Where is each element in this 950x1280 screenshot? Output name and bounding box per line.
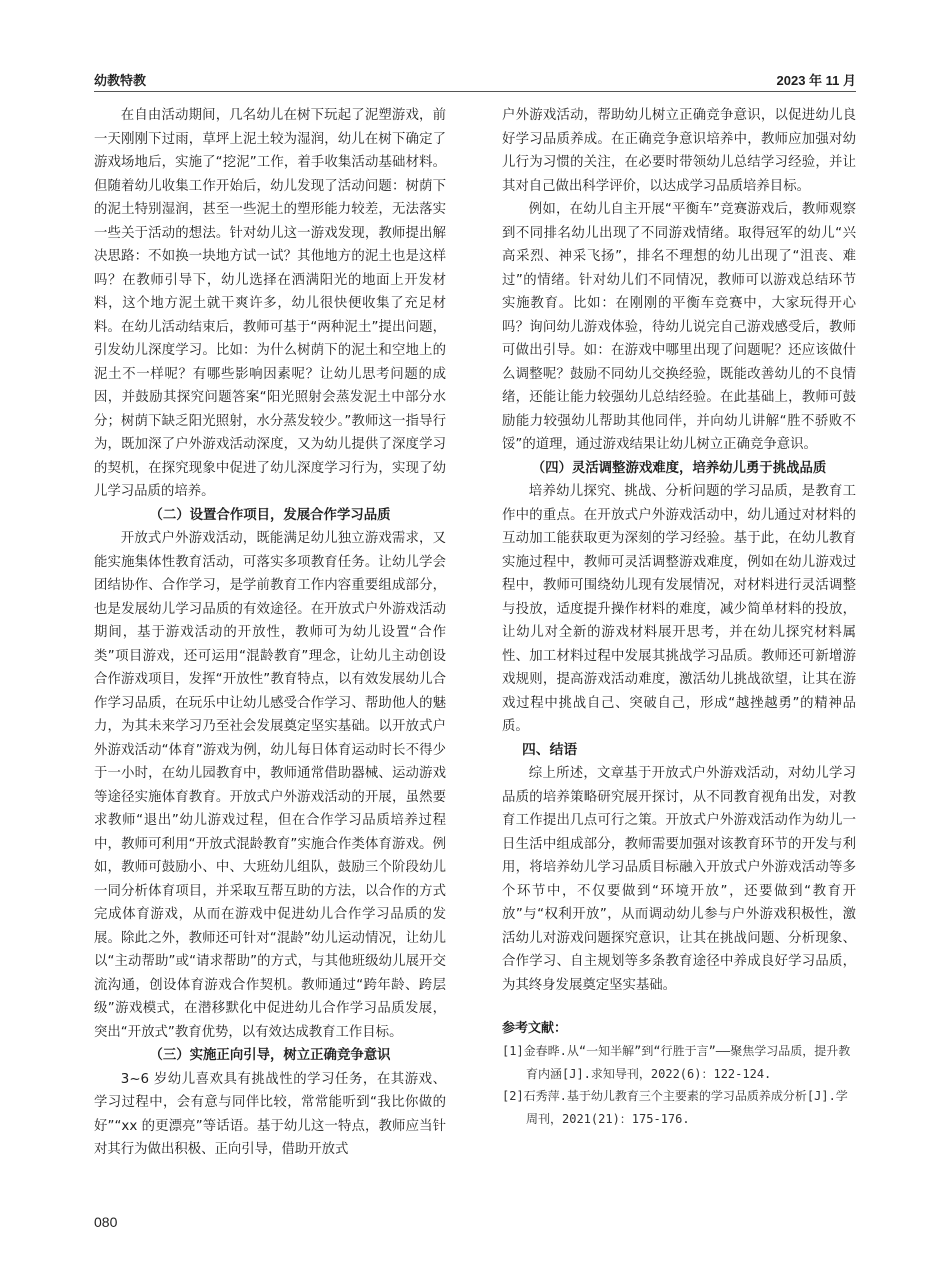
journal-section: 幼教特教 <box>94 73 147 88</box>
conclusion-heading: 四、结语 <box>522 741 578 758</box>
left-column <box>94 104 446 1180</box>
section-heading: （四）灵活调整游戏难度，培养幼儿勇于挑战品质 <box>531 459 827 476</box>
right-column <box>502 104 856 1180</box>
paragraph: 开放式户外游戏活动，既能满足幼儿独立游戏需求，又能实施集体性教育活动，可落实多项教育任务。让幼儿学会团结协作、合作学习，是学前教育工作内容重要组成部分，也是发展幼儿学习品质的有效途径。在开放式户外游戏活动期间，基于游戏活动的开放性，教师可为幼儿设置“合作类”项目游戏，还可运用“混龄教育”理念，让幼儿主动创设合作游戏项目，发挥“开放性”教育特点，以有效发展幼儿合作学习品质，在玩乐中让幼儿感受合作学习、帮助他人的魅力，为其未来学习乃至社会发展奠定坚实基础。以开放式户外游戏活动“体育”游戏为例，幼儿每日体育运动时长不得少于一小时，在幼儿园教育中，教师通常借助器械、运动游戏等途径实施体育教育。开放式户外游戏活动的开展，虽然要求教师“退出”幼儿游戏过程，但在合作学习品质培养过程中，教师可利用“开放式混龄教育”实施合作类体育游戏。例如，教师可鼓励小、中、大班幼儿组队，鼓励三个阶段幼儿一同分析体育项目，并采取互帮互助的方法，以合作的方式完成体育游戏，从而在游戏中促进幼儿合作学习品质的发展。除此之外，教师还可针对“混龄”幼儿运动情况，让幼儿以“主动帮助”或“请求帮助”的方式，与其他班级幼儿展开交流沟通，创设体育游戏合作契机。教师通过“跨年龄、跨层级”游戏模式，在潜移默化中促进幼儿合作学习品质发展，突出“开放式”教育优势，以有效达成教育工作目标。 <box>94 531 446 1040</box>
header-rule <box>94 91 856 92</box>
paragraph: 综上所述，文章基于开放式户外游戏活动，对幼儿学习品质的培养策略研究展开探讨，从不同教育视角出发，对教育工作提出几点可行之策。开放式户外游戏活动作为幼儿一日生活中组成部分，教师需要加强对该教育环节的开发与利用，将培养幼儿学习品质目标融入开放式户外游戏活动等多个环节中，不仅要做到“环境开放”，还要做到“教育开放”与“权利开放”，从而调动幼儿参与户外游戏积极性，激活幼儿对游戏问题探究意识，让其在挑战问题、分析现象、合作学习、自主规划等多条教育途径中养成良好学习品质，为其终身发展奠定坚实基础。 <box>502 766 856 993</box>
paragraph: 例如，在幼儿自主开展“平衡车”竞赛游戏后，教师观察到不同排名幼儿出现了不同游戏情绪。取得冠军的幼儿“兴高采烈、神采飞扬”，排名不理想的幼儿出现了“沮丧、难过”的情绪。针对幼儿们不同情况，教师可以游戏总结环节实施教育。比如：在刚刚的平衡车竞赛中，大家玩得开心吗？询问幼儿游戏体验，待幼儿说完自己游戏感受后，教师可做出引导。如：在游戏中哪里出现了问题呢？还应该做什么调整呢？鼓励不同幼儿交换经验，既能改善幼儿的不良情绪，还能让能力较强幼儿总结经验。在此基础上，教师可鼓励能力较强幼儿帮助其他同伴，并向幼儿讲解“胜不骄败不馁”的道理，通过游戏结果让幼儿树立正确竞争意识。 <box>502 202 856 452</box>
references-title: 参考文献： <box>502 1021 568 1036</box>
section-heading: （三）实施正向引导，树立正确竞争意识 <box>149 1047 391 1063</box>
paragraph: 3~6 岁幼儿喜欢具有挑战性的学习任务，在其游戏、学习过程中，会有意与同伴比较，常常能听到“我比你做的好”“xx 的更漂亮”等话语。基于幼儿这一特点，教师应当针对其行为做出积极、正向引导，借助开放式 <box>94 1071 446 1157</box>
paragraph: 培养幼儿探究、挑战、分析问题的学习品质，是教育工作中的重点。在开放式户外游戏活动中，幼儿通过对材料的互动加工能获取更为深刻的学习经验。基于此，在幼儿教育实施过程中，教师可灵活调整游戏难度，例如在幼儿游戏过程中，教师可围绕幼儿现有发展情况，对材料进行灵活调整与投放，适度提升操作材料的难度，减少简单材料的投放，让幼儿对全新的游戏材料展开思考，并在幼儿探究材料属性、加工材料过程中发展其挑战学习品质。教师还可新增游戏规则，提高游戏活动难度，激活幼儿挑战欲望，让其在游戏过程中挑战自己、突破自己，形成“越挫越勇”的精神品质。 <box>502 484 856 734</box>
paragraph: 户外游戏活动，帮助幼儿树立正确竞争意识，以促进幼儿良好学习品质养成。在正确竞争意识培养中，教师应加强对幼儿行为习惯的关注，在必要时带领幼儿总结学习经验，并让其对自己做出科学评价，以达成学习品质培养目标。 <box>502 108 856 194</box>
reference-item: [1]金春晔.从“一知半解”到“行胜于言”——聚焦学习品质，提升教育内涵[J].求知导刊，2022(6)：122-124. <box>502 1044 851 1081</box>
reference-item: [2]石秀萍.基于幼儿教育三个主要素的学习品质养成分析[J].学周刊，2021(21)：175-176. <box>502 1089 848 1126</box>
section-heading: （二）设置合作项目，发展合作学习品质 <box>149 506 391 523</box>
paragraph: 在自由活动期间，几名幼儿在树下玩起了泥塑游戏，前一天刚刚下过雨，草坪上泥土较为湿润，幼儿在树下确定了游戏场地后，实施了“挖泥”工作，着手收集活动基础材料。但随着幼儿收集工作开始后，幼儿发现了活动问题：树荫下的泥土特别湿润，甚至一些泥土的塑形能力较差，无法落实一些关于活动的想法。针对幼儿这一游戏发现，教师提出解决思路：不如换一块地方试一试？其他地方的泥土也是这样吗？在教师引导下，幼儿选择在洒满阳光的地面上开发材料，这个地方泥土就干爽许多，幼儿很快便收集了充足材料。在幼儿活动结束后，教师可基于“两种泥土”提出问题，引发幼儿深度学习。比如：为什么树荫下的泥土和空地上的泥土不一样呢？有哪些影响因素呢？让幼儿思考问题的成因，并鼓励其探究问题答案“阳光照射会蒸发泥土中部分水分；树荫下缺乏阳光照射，水分蒸发较少。”教师这一指导行为，既加深了户外游戏活动深度，又为幼儿提供了深度学习的契机，在探究现象中促进了幼儿深度学习行为，实现了幼儿学习品质的培养。 <box>94 108 446 499</box>
issue-date: 2023 年 11 月 <box>776 73 856 88</box>
page-number: 080 <box>94 1214 118 1230</box>
